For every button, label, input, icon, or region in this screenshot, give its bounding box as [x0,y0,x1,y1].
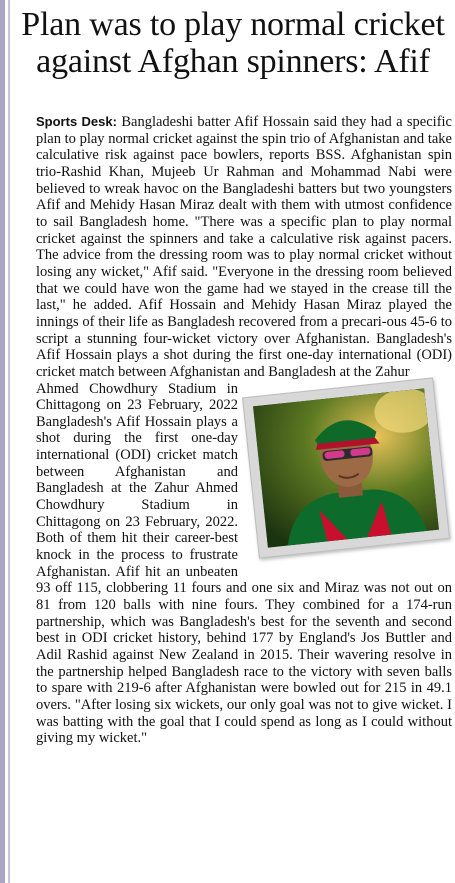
article-paragraph-1 [36,114,452,381]
article-text-part2: Ahmed Chowdhury Stadium in Chittagong on 23 February, 2022 Bangladesh's Afif Hossain plays a shot during the first one-day international (ODI) cricket match between Afghanistan and Bangladesh at the Zahur Ahmed Chowdhury Stadium in Chittagong on 23 February, 2022. Both of them hit their career-best knock in the process to frustrate Afghanistan. Afif hit an unbeaten 93 off 115, clobbering 11 fours and one six and Miraz was not out on 81 from 120 balls with nine fours. They combined for a 174-run partnership, which was Bangladesh's best for the seventh and second best in ODI cricket history, behind 177 by England's Jos Buttler and Adil Rashid against New Zealand in 2015. Their wavering resolve in the partnership helped Bangladesh race to the victory with seven balls to spare with 219-6 after Afghanistan were bowled out for 215 in 49.1 overs. "After losing six wickets, our only goal was not to give wicket. I was batting with the goal that I could spend as long as I could without giving my wicket." [36,380,452,747]
player-photo-art [253,388,439,547]
article-text-part1: Bangladeshi batter Afif Hossain said they had a specific plan to play normal cricket against the spin trio of Afghanistan and take calculative risk against pace bowlers, reports BSS. Afghanistan spin trio-Rashid Khan, Mujeeb Ur Rahman and Mohammad Nabi were believed to wreak havoc on the Bangladeshi batters but two youngsters Afif and Mehidy Hasan Miraz dealt with them with utmost confidence to sail Bangladesh home. "There was a specific plan to play normal cricket against the spinners and take a calculative risk against pacers. The advice from the dressing room was to play normal cricket without losing any wicket," Afif said. "Everyone in the dressing room believed that we could have won the game had we stayed in the crease till the last," he added. Afif Hossain and Mehidy Hasan Miraz played the innings of their life as Bangladesh recovered from a precari-ous 45-6 to script a stunning four-wicket victory over Afghanistan. Bangladesh's Afif Hossain plays a shot during the first one-day international (ODI) cricket match between Afghanistan and Bangladesh at the Zahur [36,114,452,380]
left-margin-rule [0,0,5,883]
photo-frame [242,377,450,558]
article-paragraph-2 [36,381,452,747]
player-photo [253,388,439,547]
photo-container [242,381,455,569]
article-body [36,114,452,747]
left-margin-rule-inner [8,0,10,883]
article-headline: Plan was to play normal cricket against Afghan spinners: Afif [21,6,445,80]
dateline: Sports Desk: [36,114,117,129]
